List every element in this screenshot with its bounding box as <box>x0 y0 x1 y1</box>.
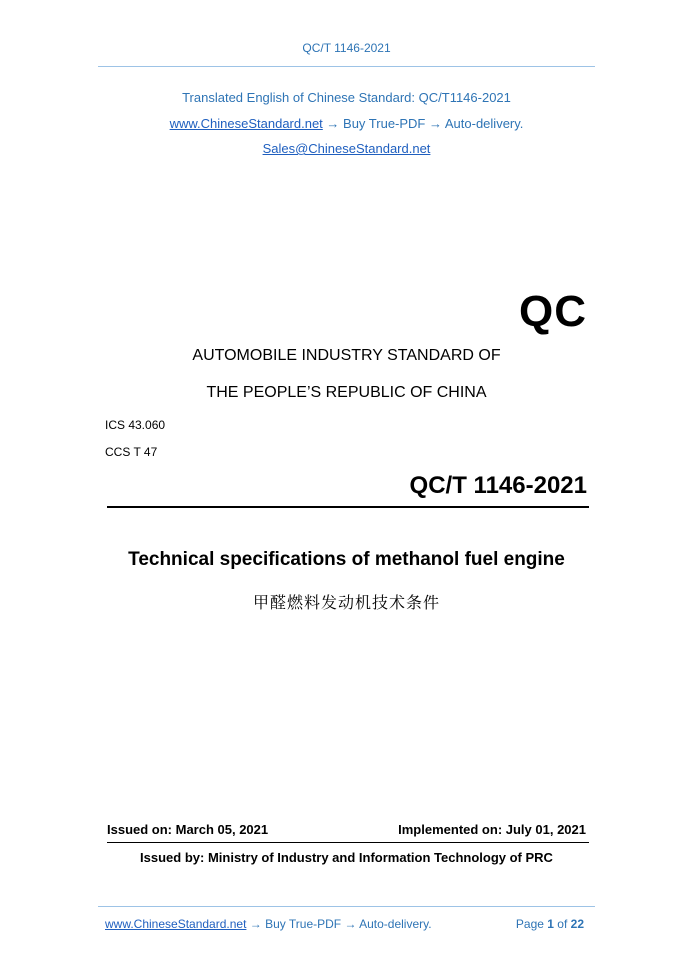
standard-number: QC/T 1146-2021 <box>409 472 587 499</box>
chinese-title: 甲醛燃料发动机技术条件 <box>252 593 440 612</box>
running-header: QC/T 1146-2021 <box>302 41 391 55</box>
email-line <box>0 141 693 156</box>
page-indicator <box>516 917 584 931</box>
page-total: 22 <box>570 917 584 931</box>
issued-date: Issued on: March 05, 2021 <box>107 822 269 837</box>
translation-notice: Translated English of Chinese Standard: QC/T1146-2021 <box>182 90 511 105</box>
sales-email-link[interactable]: Sales@ChineseStandard.net <box>262 141 431 156</box>
qc-logo: QC <box>519 287 587 336</box>
purchase-text: → Buy True-PDF → Auto-delivery. <box>322 116 524 131</box>
issuing-authority: Issued by: Ministry of Industry and Information Technology of PRC <box>140 850 553 865</box>
purchase-line <box>0 116 693 131</box>
implemented-date: Implemented on: July 01, 2021 <box>398 822 586 837</box>
page-label: Page <box>515 917 548 931</box>
title-divider <box>107 506 589 508</box>
header-divider <box>98 66 595 67</box>
footer-purchase-text: → Buy True-PDF → Auto-delivery. <box>246 917 432 931</box>
page-of: of <box>553 917 571 931</box>
standard-category-line1: AUTOMOBILE INDUSTRY STANDARD OF <box>192 347 501 364</box>
english-title: Technical specifications of methanol fuel engine <box>128 549 565 570</box>
ccs-code: CCS T 47 <box>105 445 158 459</box>
footer-divider <box>98 906 595 907</box>
ics-code: ICS 43.060 <box>105 418 166 432</box>
footer-purchase-line <box>105 917 432 931</box>
footer-website-link[interactable]: www.ChineseStandard.net <box>105 917 247 931</box>
website-link[interactable]: www.ChineseStandard.net <box>169 116 323 131</box>
page-current: 1 <box>547 917 554 931</box>
standard-category-line2: THE PEOPLE’S REPUBLIC OF CHINA <box>206 384 487 401</box>
dates-divider <box>107 842 589 843</box>
